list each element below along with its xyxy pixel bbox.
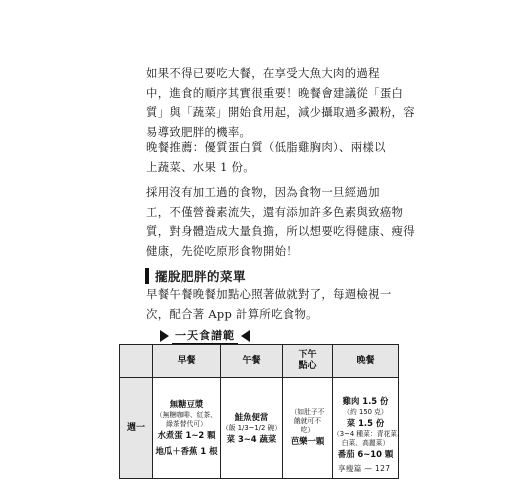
- section-heading: 擺脫肥胖的菜單: [155, 269, 247, 284]
- lunch-note: （飯 1/3~1/2 碗）: [221, 423, 282, 432]
- paragraph-4: [146, 285, 396, 324]
- section-heading-bar: [145, 268, 149, 284]
- dinner-veg-note: 白菜、高麗菜）: [341, 439, 390, 447]
- paragraph-2: [146, 138, 396, 177]
- text-line: 採用沒有加工過的食物，因為食物一旦經過加: [146, 185, 380, 199]
- text-line: 上蔬菜、水果 1 份。: [146, 159, 255, 174]
- breakfast-main: 無糖豆漿: [169, 399, 204, 409]
- header-snack-line: 點心: [298, 361, 317, 371]
- breakfast-note: 綠茶替代可）: [166, 420, 207, 428]
- header-snack: [283, 345, 333, 378]
- text-line: 如果不得已要吃大餐，在享受大魚大肉的過程: [146, 66, 380, 80]
- text-line: 質，對身體造成大量負擔，所以想要吃得健康、瘦得: [146, 224, 415, 238]
- text-line: 次，配合著 App 計算所吃食物。: [146, 306, 318, 321]
- dinner-protein: 雞肉 1.5 份: [342, 396, 389, 406]
- cell-snack: [283, 378, 333, 479]
- dinner-veg-note: （3~4 種菜：青花菜、: [333, 430, 404, 438]
- cell-lunch: [221, 378, 283, 479]
- row-label-monday: 週一: [120, 378, 153, 479]
- breakfast-egg: 水煮蛋 1~2 顆: [157, 430, 216, 440]
- text-line: 中，進食的順序其實很重要！晚餐會建議從「蛋白: [146, 85, 404, 100]
- snack-note: 吃）: [300, 426, 315, 434]
- text-line: 易導致肥胖的機率。: [146, 124, 252, 139]
- snack-note: （如肚子不: [290, 408, 325, 416]
- dinner-veg: 菜 1.5 份: [346, 418, 385, 428]
- header-dinner: 晚餐: [333, 345, 399, 378]
- snack-main: 芭樂一顆: [290, 436, 325, 446]
- paragraph-1: [146, 64, 415, 142]
- snack-note: 餓就可不: [293, 417, 322, 425]
- lunch-veg: 菜 3~4 蔬菜: [226, 433, 277, 444]
- text-line: 質」與「蔬菜」開始食用起，減少攝取過多澱粉，容: [146, 105, 415, 119]
- sample-menu-label: [160, 329, 250, 343]
- text-line: 健康，先從吃原形食物開始！: [146, 243, 298, 258]
- sample-menu-label-text: 一天食譜範: [175, 329, 235, 342]
- header-lunch: 午餐: [221, 345, 283, 378]
- lunch-main: 鮭魚便當: [234, 411, 269, 422]
- breakfast-note: （無糖咖啡、紅茶、: [155, 411, 218, 419]
- dinner-fruit: 番茄 6~10 顆: [337, 449, 394, 459]
- text-line: 晚餐推薦：優質蛋白質（低脂雞胸肉）、兩樣以: [146, 140, 386, 154]
- header-snack-line: 下午: [298, 350, 317, 360]
- daily-menu-table: [119, 344, 404, 479]
- dinner-protein-note: （約 150 克）: [343, 408, 388, 416]
- text-line: 早餐午餐晚餐加點心照著做就對了，每週檢視一: [146, 287, 392, 301]
- triangle-left-icon: [160, 330, 169, 342]
- table-header-row: [120, 345, 399, 378]
- text-line: 工，不僅營養素流失，還有添加許多色素與致癌物: [146, 204, 404, 219]
- header-blank: [120, 345, 153, 378]
- header-breakfast: 早餐: [153, 345, 221, 378]
- cell-breakfast: [153, 378, 221, 479]
- triangle-right-icon: [241, 330, 250, 342]
- breakfast-other: 地瓜＋香蕉 1 根: [155, 446, 218, 456]
- page-footer: 享瘦篇 — 127: [338, 464, 391, 473]
- paragraph-3: [146, 183, 415, 261]
